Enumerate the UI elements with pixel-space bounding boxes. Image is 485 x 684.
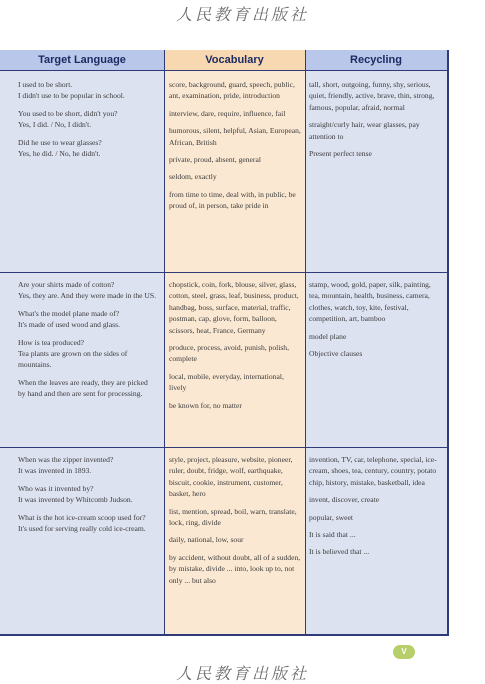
text-block: daily, national, low, sour xyxy=(169,535,244,545)
text-block: stamp, wood, gold, paper, silk, painting, tea, mountain, health, business, camera, clothes, watch, toy, kite, festival, competition, art, bamboo xyxy=(309,280,431,324)
header-target-language: Target Language xyxy=(0,50,164,70)
text-block: model plane xyxy=(309,331,347,341)
text-block: score, background, guard, speech, public, ant, examination, pride, introduction xyxy=(169,80,295,101)
text-block: be known for, no matter xyxy=(169,400,242,410)
header-vocabulary: Vocabulary xyxy=(164,50,305,70)
text-block: Are your shirts made of cotton? Yes, they are. And they were made in the US. xyxy=(18,280,156,301)
row2-target-language xyxy=(18,279,156,406)
text-block: What's the model plane made of? It's made of used wood and glass. xyxy=(18,308,120,330)
text-block: seldom, exactly xyxy=(169,172,217,182)
row2-recycling xyxy=(309,279,443,365)
text-block: list, mention, spread, boil, warn, translate, lock, ring, divide xyxy=(169,506,297,528)
text-block: chopstick, coin, fork, blouse, silver, glass, cotton, steel, grass, leaf, business, product, handbag, boss, surface, material, traffic, postman, cap, glove, form, balloon, scissors, heat, France, Germany xyxy=(169,280,299,335)
text-block: produce, process, avoid, punish, polish, complete xyxy=(169,343,290,364)
text-block: private, proud, absent, general xyxy=(169,155,261,165)
text-block: Present perfect tense xyxy=(309,149,372,159)
text-block: straight/curly hair, wear glasses, pay attention to xyxy=(309,120,420,141)
text-block: It is believed that ... xyxy=(309,547,370,557)
text-block: You used to be short, didn't you? Yes, I did. / No, I didn't. xyxy=(18,108,118,130)
text-block: humorous, silent, helpful, Asian, European, African, British xyxy=(169,126,301,147)
row3-vocabulary xyxy=(169,454,301,592)
text-block: Did he use to wear glasses? Yes, he did. / No, he didn't. xyxy=(18,137,102,159)
row-divider xyxy=(0,272,447,273)
text-block: How is tea produced? Tea plants are grown on the sides of mountains. xyxy=(18,337,128,370)
text-block: Objective clauses xyxy=(309,349,363,359)
text-block: Who was it invented by? It was invented by Whitcomb Judson. xyxy=(18,483,133,505)
unit-overview-table xyxy=(0,50,449,636)
row3-target-language xyxy=(18,454,156,540)
column-divider xyxy=(164,50,165,634)
row1-recycling xyxy=(309,79,443,165)
text-block: popular, sweet xyxy=(309,512,353,522)
page-number-badge: V xyxy=(393,645,415,659)
text-block: from time to time, deal with, in public, be proud of, in person, take pride in xyxy=(169,189,296,211)
text-block: When the leaves are ready, they are picked by hand and then are sent for processing. xyxy=(18,377,148,399)
column-divider xyxy=(305,50,306,634)
text-block: interview, dare, require, influence, fail xyxy=(169,108,286,118)
text-block: local, mobile, everyday, international, lively xyxy=(169,371,284,393)
row3-recycling xyxy=(309,454,443,564)
text-block: When was the zipper invented? It was invented in 1893. xyxy=(18,455,114,476)
publisher-logo-bottom: 人民教育出版社 xyxy=(175,664,309,683)
header-divider xyxy=(0,70,447,71)
text-block: by accident, without doubt, all of a sudden, by mistake, divide ... into, look up to, not only ... but also xyxy=(169,552,301,585)
text-block: I used to be short. I didn't use to be popular in school. xyxy=(18,80,125,101)
header-recycling: Recycling xyxy=(305,50,447,70)
row-divider xyxy=(0,447,447,448)
row2-vocabulary xyxy=(169,279,301,417)
text-block: What is the hot ice-cream scoop used for? It's used for serving really cold ice-cream. xyxy=(18,512,146,534)
row1-vocabulary xyxy=(169,79,301,218)
text-block: style, project, pleasure, website, pioneer, ruler, doubt, fridge, wolf, earthquake, biscuit, cookie, instrument, customer, basket, hero xyxy=(169,455,293,499)
row1-target-language xyxy=(18,79,156,165)
text-block: invent, discover, create xyxy=(309,495,380,505)
text-block: It is said that ... xyxy=(309,530,356,540)
publisher-logo-top: 人民教育出版社 xyxy=(175,5,309,24)
text-block: invention, TV, car, telephone, special, ice-cream, shoes, tea, century, country, potato chip, history, mistake, basketball, idea xyxy=(309,455,437,487)
text-block: tall, short, outgoing, funny, shy, serious, quiet, friendly, active, brave, thin, strong, famous, popular, afraid, normal xyxy=(309,80,435,112)
